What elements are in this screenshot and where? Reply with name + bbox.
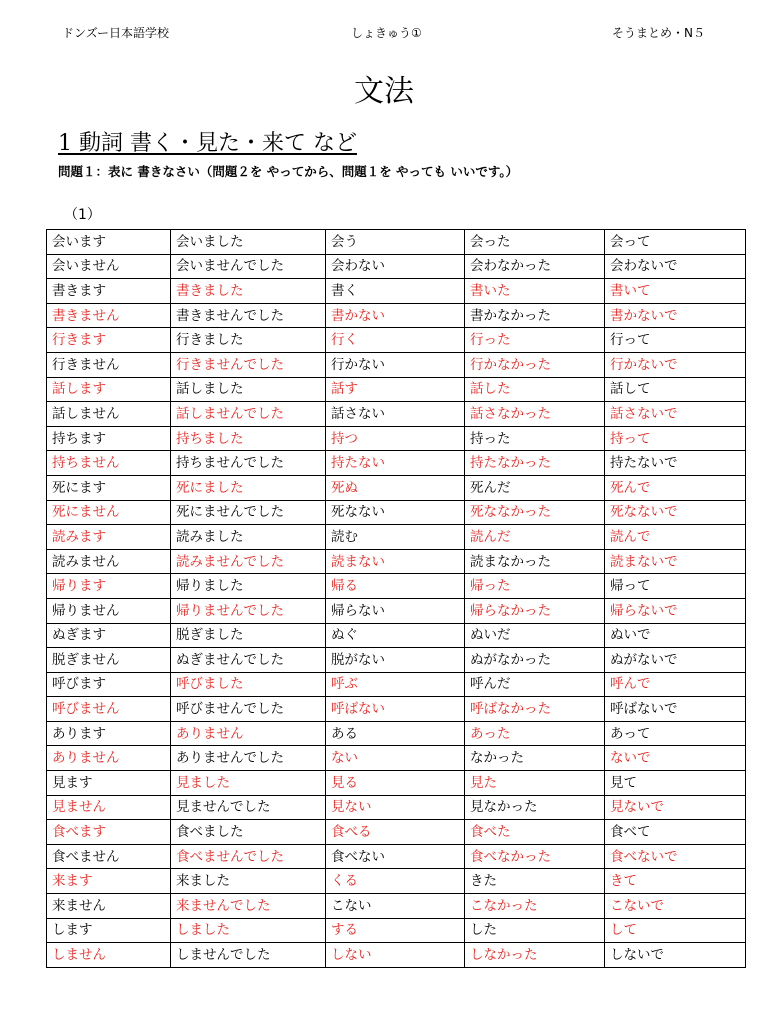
table-row [47,279,746,304]
cell-past-polite-form: ありません [171,721,326,746]
cell-ta-form: なかった [465,746,605,771]
cell-masu-form: 見ません [47,795,171,820]
cell-ta-form: 話さなかった [465,402,605,427]
table-row [47,721,746,746]
cell-ta-form: 行かなかった [465,352,605,377]
cell-masu-form: 書きます [47,279,171,304]
table-row [47,475,746,500]
cell-masu-form: ありません [47,746,171,771]
cell-dictionary-form: くる [326,869,465,894]
cell-dictionary-form: 見ない [326,795,465,820]
table-row [47,771,746,796]
cell-masu-form: 話しません [47,402,171,427]
cell-masu-form: 食べません [47,844,171,869]
cell-ta-form: 書いた [465,279,605,304]
table-row [47,230,746,255]
cell-masu-form: 脱ぎません [47,648,171,673]
table-row [47,254,746,279]
cell-ta-form: 食べなかった [465,844,605,869]
table-row [47,844,746,869]
cell-te-form: 読まないで [605,549,746,574]
cell-past-polite-form: 呼びました [171,672,326,697]
cell-past-polite-form: 見ました [171,771,326,796]
cell-te-form: 食べて [605,820,746,845]
cell-masu-form: 食べます [47,820,171,845]
cell-masu-form: 来ます [47,869,171,894]
cell-dictionary-form: 帰らない [326,598,465,623]
cell-dictionary-form: 読む [326,525,465,550]
cell-dictionary-form: しない [326,943,465,968]
cell-past-polite-form: しませんでした [171,943,326,968]
cell-dictionary-form: 食べる [326,820,465,845]
cell-dictionary-form: 話さない [326,402,465,427]
table-row [47,598,746,623]
cell-masu-form: 書きません [47,303,171,328]
cell-dictionary-form: ぬぐ [326,623,465,648]
table-row [47,697,746,722]
table-row [47,943,746,968]
cell-ta-form: 帰った [465,574,605,599]
cell-ta-form: 読まなかった [465,549,605,574]
cell-past-polite-form: 脱ぎました [171,623,326,648]
cell-ta-form: 見なかった [465,795,605,820]
cell-past-polite-form: 会いませんでした [171,254,326,279]
cell-masu-form: 帰ります [47,574,171,599]
table-row [47,574,746,599]
cell-past-polite-form: 死にました [171,475,326,500]
cell-dictionary-form: 呼ばない [326,697,465,722]
cell-past-polite-form: しました [171,918,326,943]
instruction-text: 問題１：表に 書きなさい（問題２を やってから、問題１を やっても いいです。） [58,164,519,179]
cell-masu-form: 呼びます [47,672,171,697]
cell-dictionary-form: 死なない [326,500,465,525]
cell-masu-form: 読みません [47,549,171,574]
table-row [47,918,746,943]
table-row [47,648,746,673]
cell-te-form: 行かないで [605,352,746,377]
cell-masu-form: 来ません [47,894,171,919]
cell-past-polite-form: 書きませんでした [171,303,326,328]
table-row [47,426,746,451]
cell-past-polite-form: 死にませんでした [171,500,326,525]
cell-te-form: ないで [605,746,746,771]
table-row [47,746,746,771]
cell-past-polite-form: 話しませんでした [171,402,326,427]
cell-te-form: 話して [605,377,746,402]
cell-ta-form: あった [465,721,605,746]
cell-ta-form: 死んだ [465,475,605,500]
cell-ta-form: 呼ばなかった [465,697,605,722]
cell-te-form: こないで [605,894,746,919]
cell-masu-form: 死にます [47,475,171,500]
table-row [47,377,746,402]
cell-ta-form: 話した [465,377,605,402]
subsection-label: （1） [64,207,101,223]
cell-past-polite-form: 読みませんでした [171,549,326,574]
cell-dictionary-form: こない [326,894,465,919]
cell-ta-form: 行った [465,328,605,353]
table-row [47,328,746,353]
cell-ta-form: ぬいだ [465,623,605,648]
cell-past-polite-form: 持ちませんでした [171,451,326,476]
cell-te-form: 食べないで [605,844,746,869]
cell-past-polite-form: 帰りました [171,574,326,599]
cell-past-polite-form: 行きました [171,328,326,353]
cell-ta-form: した [465,918,605,943]
table-row [47,352,746,377]
section-title: 1 動詞 書く・見た・来て など [58,131,357,156]
cell-past-polite-form: 見ませんでした [171,795,326,820]
cell-dictionary-form: 持つ [326,426,465,451]
cell-dictionary-form: 帰る [326,574,465,599]
cell-masu-form: 行きません [47,352,171,377]
cell-masu-form: 帰りません [47,598,171,623]
cell-dictionary-form: 会う [326,230,465,255]
cell-past-polite-form: 書きました [171,279,326,304]
verb-conjugation-table [46,229,746,968]
cell-te-form: 見て [605,771,746,796]
cell-past-polite-form: 呼びませんでした [171,697,326,722]
cell-dictionary-form: 行かない [326,352,465,377]
cell-ta-form: こなかった [465,894,605,919]
cell-masu-form: します [47,918,171,943]
table-row [47,869,746,894]
cell-past-polite-form: 話しました [171,377,326,402]
cell-masu-form: 行きます [47,328,171,353]
cell-ta-form: 帰らなかった [465,598,605,623]
cell-dictionary-form: 書かない [326,303,465,328]
header-level: しょきゅう① [351,26,422,40]
cell-dictionary-form: ない [326,746,465,771]
cell-masu-form: 呼びません [47,697,171,722]
table-row [47,623,746,648]
table-row [47,402,746,427]
cell-te-form: 行って [605,328,746,353]
cell-te-form: 読んで [605,525,746,550]
cell-te-form: あって [605,721,746,746]
cell-te-form: 死んで [605,475,746,500]
cell-ta-form: 死ななかった [465,500,605,525]
cell-ta-form: 食べた [465,820,605,845]
cell-te-form: ぬがないで [605,648,746,673]
cell-masu-form: 持ちます [47,426,171,451]
table-row [47,525,746,550]
cell-dictionary-form: 書く [326,279,465,304]
table-row [47,894,746,919]
table-row [47,549,746,574]
cell-masu-form: 話します [47,377,171,402]
cell-te-form: 会わないで [605,254,746,279]
cell-masu-form: ぬぎます [47,623,171,648]
table-row [47,303,746,328]
cell-te-form: 書かないで [605,303,746,328]
cell-te-form: 持たないで [605,451,746,476]
cell-ta-form: 会わなかった [465,254,605,279]
cell-dictionary-form: 会わない [326,254,465,279]
table-row [47,500,746,525]
cell-ta-form: 呼んだ [465,672,605,697]
cell-past-polite-form: ありませんでした [171,746,326,771]
table-row [47,820,746,845]
cell-te-form: きて [605,869,746,894]
cell-past-polite-form: 行きませんでした [171,352,326,377]
cell-te-form: 呼ばないで [605,697,746,722]
cell-dictionary-form: する [326,918,465,943]
cell-dictionary-form: 見る [326,771,465,796]
verb-table-body [47,230,746,968]
cell-te-form: 書いて [605,279,746,304]
cell-ta-form: 会った [465,230,605,255]
cell-ta-form: 持った [465,426,605,451]
cell-masu-form: 読みます [47,525,171,550]
cell-past-polite-form: 来ませんでした [171,894,326,919]
cell-ta-form: 読んだ [465,525,605,550]
page-title: 文法 [354,74,414,109]
cell-dictionary-form: 持たない [326,451,465,476]
cell-ta-form: きた [465,869,605,894]
cell-te-form: 話さないで [605,402,746,427]
cell-past-polite-form: ぬぎませんでした [171,648,326,673]
cell-masu-form: 会いません [47,254,171,279]
cell-te-form: 呼んで [605,672,746,697]
table-row [47,672,746,697]
cell-dictionary-form: 食べない [326,844,465,869]
cell-dictionary-form: 読まない [326,549,465,574]
cell-te-form: 持って [605,426,746,451]
cell-masu-form: 見ます [47,771,171,796]
cell-past-polite-form: 帰りませんでした [171,598,326,623]
cell-masu-form: あります [47,721,171,746]
cell-past-polite-form: 来ました [171,869,326,894]
cell-dictionary-form: 死ぬ [326,475,465,500]
cell-past-polite-form: 持ちました [171,426,326,451]
cell-ta-form: しなかった [465,943,605,968]
cell-te-form: 会って [605,230,746,255]
cell-te-form: ぬいで [605,623,746,648]
cell-past-polite-form: 食べませんでした [171,844,326,869]
cell-ta-form: 見た [465,771,605,796]
cell-te-form: して [605,918,746,943]
cell-past-polite-form: 食べました [171,820,326,845]
cell-ta-form: ぬがなかった [465,648,605,673]
table-row [47,795,746,820]
cell-masu-form: 持ちません [47,451,171,476]
table-row [47,451,746,476]
cell-masu-form: しません [47,943,171,968]
cell-ta-form: 持たなかった [465,451,605,476]
cell-dictionary-form: 行く [326,328,465,353]
cell-te-form: しないで [605,943,746,968]
cell-dictionary-form: 呼ぶ [326,672,465,697]
cell-masu-form: 死にません [47,500,171,525]
cell-te-form: 帰らないで [605,598,746,623]
header-school-name: ドンズー日本語学校 [62,26,170,40]
cell-te-form: 帰って [605,574,746,599]
cell-dictionary-form: ある [326,721,465,746]
cell-te-form: 見ないで [605,795,746,820]
cell-dictionary-form: 脱がない [326,648,465,673]
cell-past-polite-form: 会いました [171,230,326,255]
cell-masu-form: 会います [47,230,171,255]
cell-past-polite-form: 読みました [171,525,326,550]
cell-te-form: 死なないで [605,500,746,525]
header-unit: そうまとめ・N５ [612,26,705,40]
cell-dictionary-form: 話す [326,377,465,402]
cell-ta-form: 書かなかった [465,303,605,328]
